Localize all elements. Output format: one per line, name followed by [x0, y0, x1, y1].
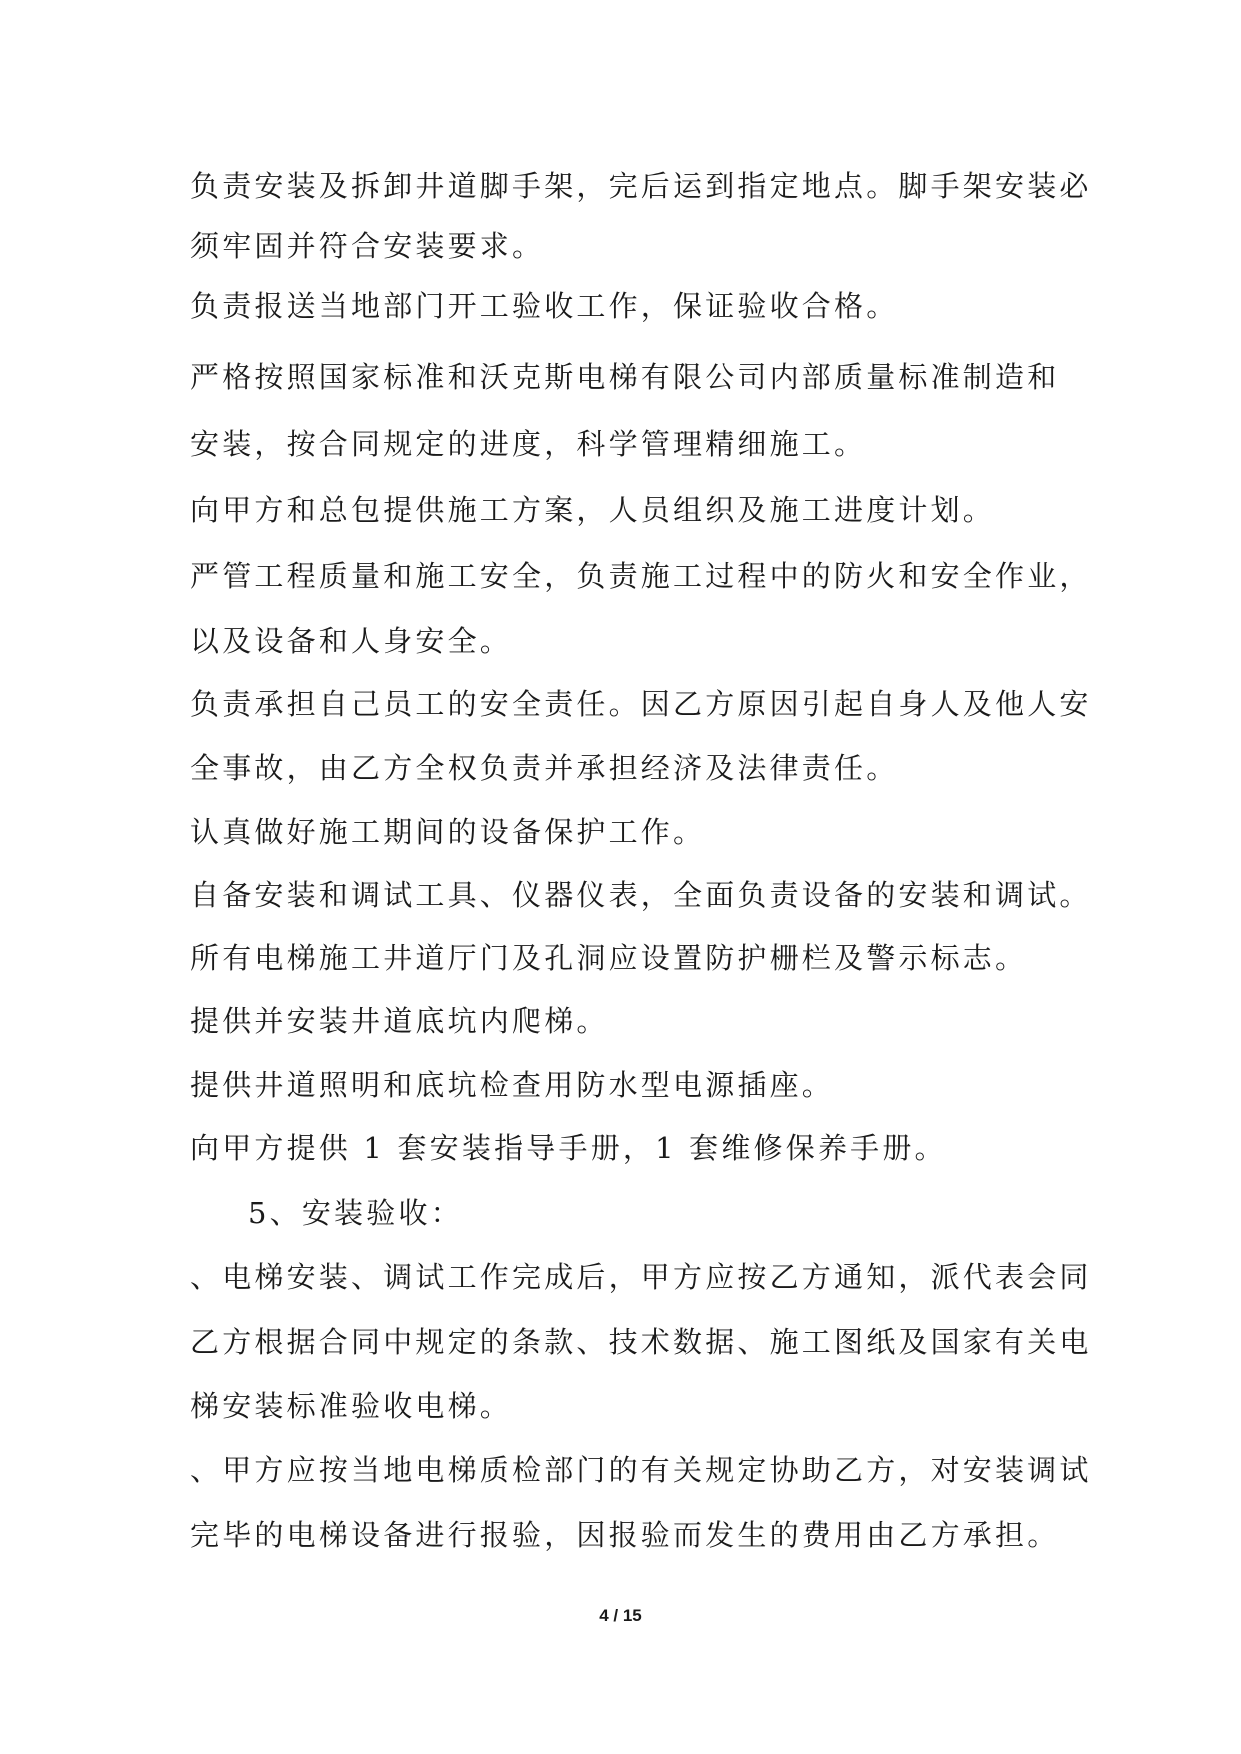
text-line: 梯安装标准验收电梯。	[190, 1389, 513, 1423]
text-line: 严格按照国家标准和沃克斯电梯有限公司内部质量标准制造和	[190, 360, 1060, 394]
text-line: 向甲方提供 1 套安装指导手册，1 套维修保养手册。	[190, 1131, 947, 1165]
text-line: 负责承担自己员工的安全责任。因乙方原因引起自身人及他人安	[190, 687, 1092, 721]
section-heading: 5、安装验收：	[248, 1196, 463, 1230]
text-line: 安装，按合同规定的进度，科学管理精细施工。	[190, 427, 867, 461]
text-line: 所有电梯施工井道厅门及孔洞应设置防护栅栏及警示标志。	[190, 941, 1028, 975]
text-line: 负责安装及拆卸井道脚手架，完后运到指定地点。脚手架安装必	[190, 169, 1092, 203]
page-number: 4 / 15	[599, 1606, 642, 1625]
text-line: 向甲方和总包提供施工方案，人员组织及施工进度计划。	[190, 493, 996, 527]
text-line: 提供井道照明和底坑检查用防水型电源插座。	[190, 1068, 835, 1102]
text-line: 提供并安装井道底坑内爬梯。	[190, 1004, 609, 1038]
text-line: 严管工程质量和施工安全，负责施工过程中的防火和安全作业，	[190, 559, 1092, 593]
text-line: 认真做好施工期间的设备保护工作。	[190, 815, 706, 849]
text-line: 乙方根据合同中规定的条款、技术数据、施工图纸及国家有关电	[190, 1325, 1092, 1359]
text-line: 负责报送当地部门开工验收工作，保证验收合格。	[190, 289, 899, 323]
text-line: 自备安装和调试工具、仪器仪表，全面负责设备的安装和调试。	[190, 878, 1092, 912]
text-line: 以及设备和人身安全。	[190, 624, 513, 658]
text-line: 、电梯安装、调试工作完成后，甲方应按乙方通知，派代表会同	[190, 1260, 1092, 1294]
text-line: 、甲方应按当地电梯质检部门的有关规定协助乙方，对安装调试	[190, 1453, 1092, 1487]
text-line: 全事故，由乙方全权负责并承担经济及法律责任。	[190, 751, 899, 785]
text-line: 完毕的电梯设备进行报验，因报验而发生的费用由乙方承担。	[190, 1518, 1060, 1552]
text-line: 须牢固并符合安装要求。	[190, 229, 545, 263]
